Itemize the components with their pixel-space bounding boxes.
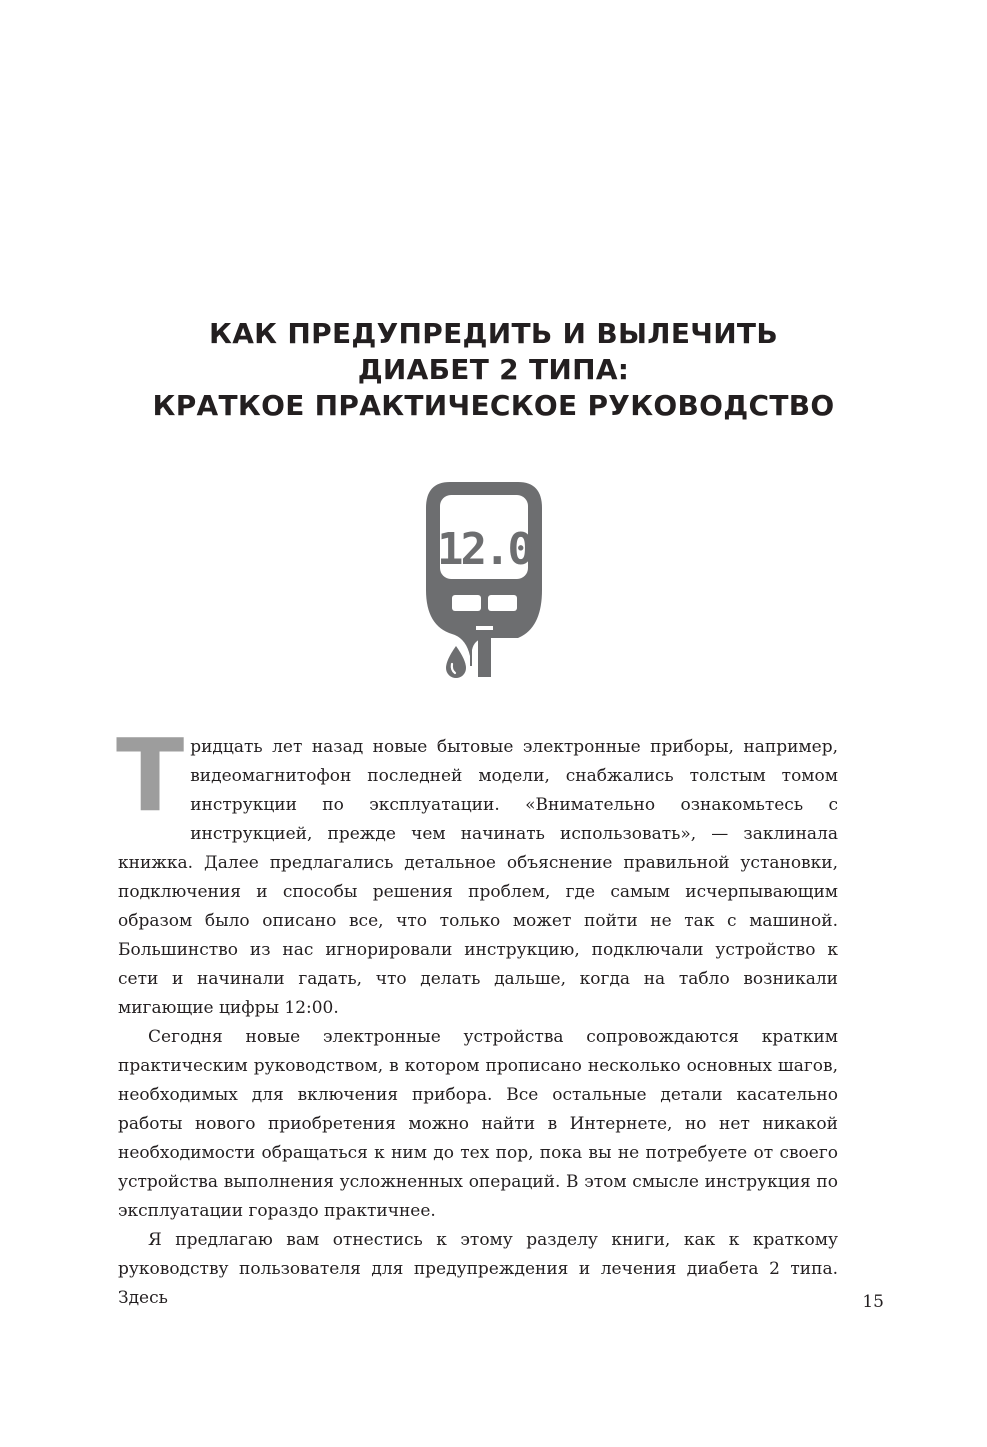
meter-button-left bbox=[452, 595, 481, 611]
chapter-title-line-1: КАК ПРЕДУПРЕДИТЬ И ВЫЛЕЧИТЬ bbox=[209, 317, 778, 350]
drop-cap: Т bbox=[116, 717, 185, 834]
body-text bbox=[116, 717, 838, 1313]
page-number: 15 bbox=[862, 1292, 884, 1312]
test-strip bbox=[478, 628, 491, 677]
paragraph-1-text: ридцать лет назад новые бытовые электронные приборы, например, видеомагнитофон последней модели, снабжались толстым томом инструкции по эксплуатации. «Внимательно ознакомьтесь с инструкцией, прежде чем начинать использовать», — заклинала книжка. Далее предлагались детальное объяснение правильной установки, подключения и способы решения проблем, где самым исчерпывающим образом было описано все, что только может пойти не так с машиной. Большинство из нас игнорировали инструкцию, подключали устройство к сети и начинали гадать, что делать дальше, когда на табло возникали мигающие цифры 12:00. bbox=[118, 737, 838, 1018]
chapter-title-line-2: ДИАБЕТ 2 ТИПА: bbox=[357, 353, 630, 386]
meter-button-right bbox=[488, 595, 517, 611]
glucose-meter-icon bbox=[422, 478, 546, 680]
meter-reading: 12.0 bbox=[437, 524, 531, 575]
chapter-title bbox=[0, 316, 987, 424]
paragraph-3: Я предлагаю вам отнестись к этому разделу книги, как к краткому руководству пользователя для предупреждения и лечения диабета 2 типа. Здесь bbox=[118, 1230, 838, 1308]
paragraph-1 bbox=[116, 717, 838, 1023]
paragraph-2: Сегодня новые электронные устройства сопровождаются кратким практическим руководством, в котором прописано несколько основных шагов, необходимых для включения прибора. Все остальные детали касательно работы нового приобретения можно найти в Интернете, но нет никакой необходимости обращаться к ним до тех пор, пока вы не потребуете от своего устройства выполнения усложненных операций. В этом смысле инструкция по эксплуатации гораздо практичнее. bbox=[118, 1027, 838, 1221]
chapter-title-line-3: КРАТКОЕ ПРАКТИЧЕСКОЕ РУКОВОДСТВО bbox=[152, 389, 835, 422]
